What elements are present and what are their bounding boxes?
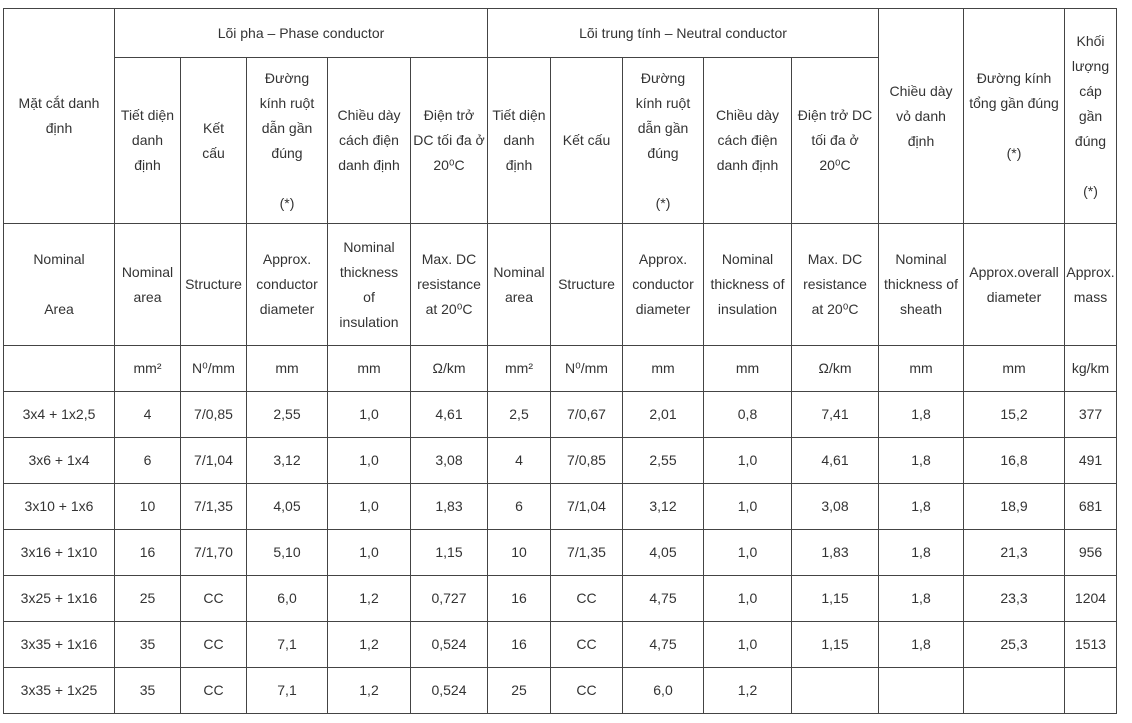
table-cell: 18,9 — [964, 484, 1065, 530]
table-cell: 4 — [115, 392, 181, 438]
header-english: Nominal area — [488, 224, 551, 346]
header-overall-diameter-vi: Đường kính tổng gần đúng (*) — [964, 9, 1065, 224]
table-row — [4, 438, 1117, 484]
table-cell: 1204 — [1065, 576, 1117, 622]
table-cell: 25 — [488, 668, 551, 714]
table-cell: 1,0 — [328, 530, 411, 576]
table-cell: CC — [551, 576, 623, 622]
table-cell: 7/0,85 — [551, 438, 623, 484]
header-phase-subheader: Đường kính ruột dẫn gần đúng (*) — [247, 58, 328, 224]
header-english: Nominal area — [115, 224, 181, 346]
table-cell: 681 — [1065, 484, 1117, 530]
table-cell: 16,8 — [964, 438, 1065, 484]
table-cell: 4,75 — [623, 576, 704, 622]
table-row — [4, 484, 1117, 530]
header-english: Nominal thickness of insulation — [704, 224, 792, 346]
table-row — [4, 622, 1117, 668]
table-cell: 1,8 — [879, 576, 964, 622]
unit-cell — [4, 346, 115, 392]
table-cell: 4,05 — [623, 530, 704, 576]
table-cell: 23,3 — [964, 576, 1065, 622]
table-cell: 1,0 — [704, 530, 792, 576]
unit-cell: N⁰/mm — [551, 346, 623, 392]
table-row — [4, 668, 1117, 714]
table-cell: 1,15 — [411, 530, 488, 576]
table-cell: 3,12 — [247, 438, 328, 484]
header-phase-subheader: Tiết diện danh định — [115, 58, 181, 224]
table-cell: 16 — [488, 622, 551, 668]
table-cell: 25 — [115, 576, 181, 622]
table-cell: 1,2 — [328, 668, 411, 714]
table-cell: 6,0 — [623, 668, 704, 714]
header-phase-subheader: Chiều dày cách điện danh định — [328, 58, 411, 224]
table-cell: 1513 — [1065, 622, 1117, 668]
header-neutral-subheader: Chiều dày cách điện danh định — [704, 58, 792, 224]
header-english: Approx. conductor diameter — [247, 224, 328, 346]
table-cell: 3,08 — [411, 438, 488, 484]
table-cell: 0,524 — [411, 622, 488, 668]
table-cell: 2,5 — [488, 392, 551, 438]
table-cell: 21,3 — [964, 530, 1065, 576]
unit-cell: kg/km — [1065, 346, 1117, 392]
table-cell: CC — [551, 668, 623, 714]
header-english: Approx.overall diameter — [964, 224, 1065, 346]
unit-cell: mm² — [488, 346, 551, 392]
row-label: 3x4 + 1x2,5 — [4, 392, 115, 438]
unit-cell: Ω/km — [792, 346, 879, 392]
table-cell: 4,75 — [623, 622, 704, 668]
header-english: Max. DC resistance at 20⁰C — [411, 224, 488, 346]
table-cell: 1,2 — [328, 576, 411, 622]
table-cell: 1,0 — [704, 438, 792, 484]
header-phase-subheader: Kết cấu — [181, 58, 247, 224]
unit-cell: mm — [704, 346, 792, 392]
table-cell: 377 — [1065, 392, 1117, 438]
table-cell: 1,2 — [328, 622, 411, 668]
table-cell: 1,15 — [792, 622, 879, 668]
header-english: Max. DC resistance at 20⁰C — [792, 224, 879, 346]
table-cell: 7/0,67 — [551, 392, 623, 438]
header-phase-conductor: Lõi pha – Phase conductor — [115, 9, 488, 58]
table-cell: 1,83 — [792, 530, 879, 576]
table-cell: 1,0 — [328, 438, 411, 484]
table-cell: 1,8 — [879, 530, 964, 576]
table-cell: 2,55 — [623, 438, 704, 484]
header-english: Approx. conductor diameter — [623, 224, 704, 346]
header-neutral-subheader: Tiết diện danh định — [488, 58, 551, 224]
table-cell — [1065, 668, 1117, 714]
unit-cell: Ω/km — [411, 346, 488, 392]
table-cell: 1,83 — [411, 484, 488, 530]
table-cell: 4,61 — [792, 438, 879, 484]
table-cell: 6 — [488, 484, 551, 530]
table-cell: 35 — [115, 668, 181, 714]
header-mass-vi: Khối lượng cáp gần đúng (*) — [1065, 9, 1117, 224]
table-row — [4, 392, 1117, 438]
table-cell: 7/1,35 — [551, 530, 623, 576]
table-cell: 0,524 — [411, 668, 488, 714]
header-neutral-subheader: Kết cấu — [551, 58, 623, 224]
header-phase-subheader: Điện trở DC tối đa ở 20⁰C — [411, 58, 488, 224]
row-label: 3x35 + 1x16 — [4, 622, 115, 668]
table-cell: 10 — [115, 484, 181, 530]
table-cell — [792, 668, 879, 714]
table-cell: 1,8 — [879, 622, 964, 668]
unit-cell: mm — [247, 346, 328, 392]
table-cell: 4,05 — [247, 484, 328, 530]
table-cell: 1,0 — [328, 484, 411, 530]
table-cell: 15,2 — [964, 392, 1065, 438]
table-cell: 4,61 — [411, 392, 488, 438]
table-cell: 1,15 — [792, 576, 879, 622]
header-english: Structure — [551, 224, 623, 346]
header-english: Nominal Area — [4, 224, 115, 346]
table-cell: 6 — [115, 438, 181, 484]
table-cell: 10 — [488, 530, 551, 576]
unit-cell: mm — [328, 346, 411, 392]
unit-cell: mm — [964, 346, 1065, 392]
table-cell: CC — [181, 622, 247, 668]
table-cell: 2,01 — [623, 392, 704, 438]
table-row — [4, 576, 1117, 622]
row-label: 3x25 + 1x16 — [4, 576, 115, 622]
table-cell — [879, 668, 964, 714]
table-cell — [964, 668, 1065, 714]
header-english: Approx. mass — [1065, 224, 1117, 346]
unit-cell: mm² — [115, 346, 181, 392]
table-cell: 1,8 — [879, 438, 964, 484]
table-cell: 0,8 — [704, 392, 792, 438]
table-cell: 2,55 — [247, 392, 328, 438]
table-cell: CC — [551, 622, 623, 668]
table-cell: 7/1,70 — [181, 530, 247, 576]
unit-cell: mm — [879, 346, 964, 392]
table-cell: 5,10 — [247, 530, 328, 576]
header-english: Nominal thickness of insulation — [328, 224, 411, 346]
table-cell: 0,727 — [411, 576, 488, 622]
row-label: 3x10 + 1x6 — [4, 484, 115, 530]
cable-spec-table — [3, 8, 1117, 714]
table-cell: 1,0 — [328, 392, 411, 438]
table-cell: 956 — [1065, 530, 1117, 576]
row-label: 3x35 + 1x25 — [4, 668, 115, 714]
table-cell: 25,3 — [964, 622, 1065, 668]
table-cell: 7/0,85 — [181, 392, 247, 438]
header-sheath-thickness-vi: Chiều dày vỏ danh định — [879, 9, 964, 224]
table-cell: 3,12 — [623, 484, 704, 530]
table-cell: 491 — [1065, 438, 1117, 484]
table-row — [4, 530, 1117, 576]
table-cell: 1,8 — [879, 392, 964, 438]
table-cell: 7,1 — [247, 668, 328, 714]
header-english: Structure — [181, 224, 247, 346]
table-cell: 35 — [115, 622, 181, 668]
unit-cell: mm — [623, 346, 704, 392]
table-cell: 1,0 — [704, 622, 792, 668]
table-cell: 6,0 — [247, 576, 328, 622]
table-cell: 7/1,04 — [181, 438, 247, 484]
table-cell: CC — [181, 668, 247, 714]
header-nominal-area-vi: Mặt cắt danh định — [4, 9, 115, 224]
table-cell: 1,8 — [879, 484, 964, 530]
unit-cell: N⁰/mm — [181, 346, 247, 392]
table-cell: 7/1,04 — [551, 484, 623, 530]
header-neutral-subheader: Điện trở DC tối đa ở 20⁰C — [792, 58, 879, 224]
table-cell: 16 — [488, 576, 551, 622]
table-cell: 4 — [488, 438, 551, 484]
table-cell: 1,2 — [704, 668, 792, 714]
table-cell: 7/1,35 — [181, 484, 247, 530]
header-english: Nominal thickness of sheath — [879, 224, 964, 346]
row-label: 3x16 + 1x10 — [4, 530, 115, 576]
table-cell: 7,41 — [792, 392, 879, 438]
header-neutral-subheader: Đường kính ruột dẫn gần đúng (*) — [623, 58, 704, 224]
row-label: 3x6 + 1x4 — [4, 438, 115, 484]
table-cell: 16 — [115, 530, 181, 576]
table-cell: 7,1 — [247, 622, 328, 668]
table-cell: 1,0 — [704, 576, 792, 622]
header-neutral-conductor: Lõi trung tính – Neutral conductor — [488, 9, 879, 58]
table-cell: CC — [181, 576, 247, 622]
table-cell: 1,0 — [704, 484, 792, 530]
table-cell: 3,08 — [792, 484, 879, 530]
